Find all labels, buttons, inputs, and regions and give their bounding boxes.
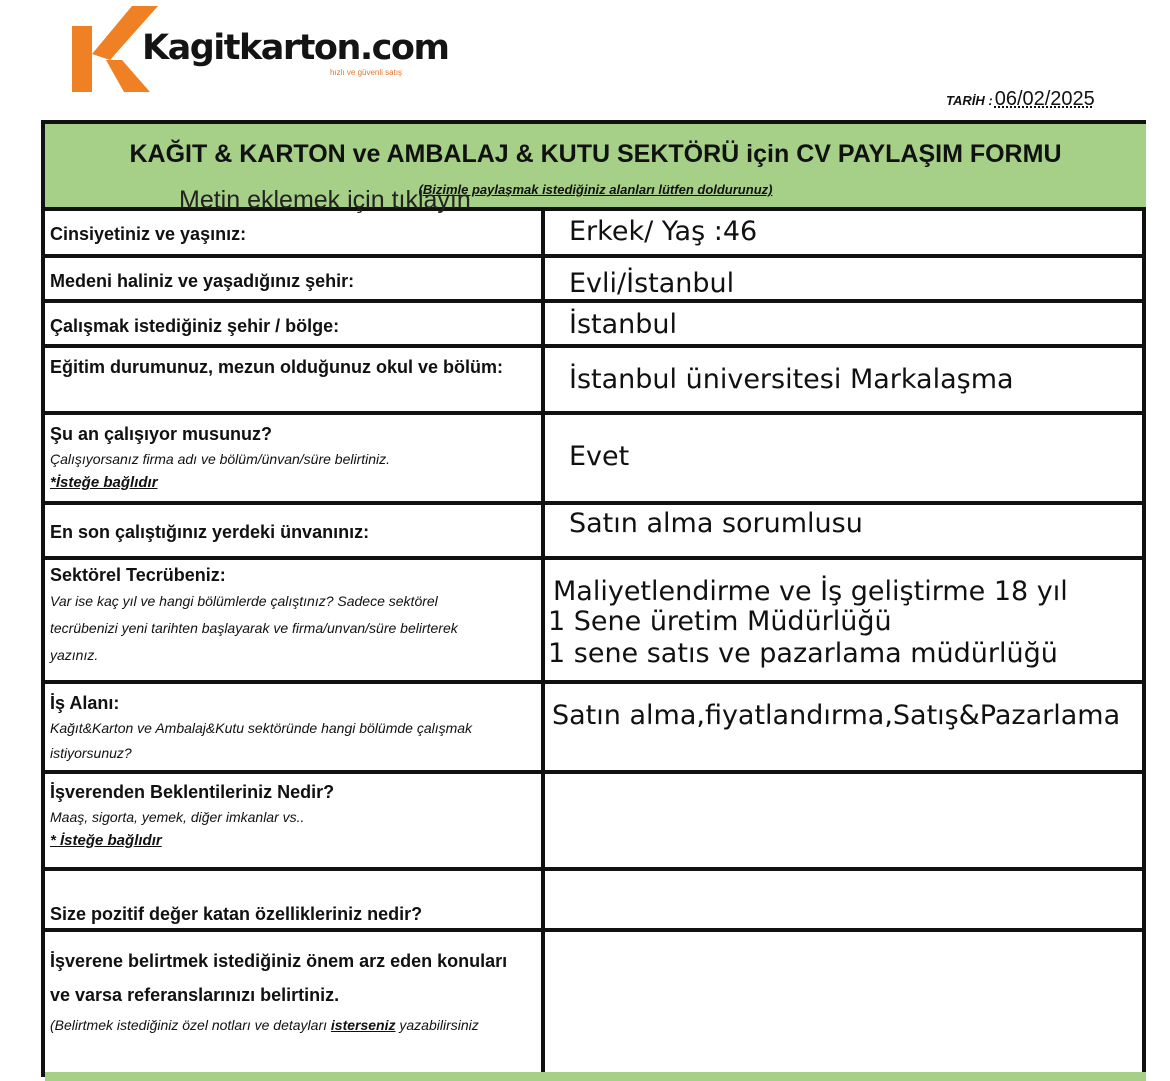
form-row-references	[45, 932, 1146, 1072]
date-label: TARİH :	[946, 93, 993, 108]
question-block	[50, 944, 510, 1038]
form-row-gender-age	[45, 211, 1146, 258]
answer-field[interactable]: İstanbul üniversitesi Markalaşma	[569, 364, 1014, 395]
optional-note: *İsteğe bağlıdır	[50, 474, 158, 491]
question-label: Eğitim durumunuz, mezun olduğunuz okul ve bölüm:	[50, 357, 503, 377]
hint-prefix: (Belirtmek istediğiniz özel notları ve detayları	[50, 1017, 331, 1033]
question-hint: Maaş, sigorta, yemek, diğer imkanlar vs..	[50, 809, 305, 825]
form-row-positive-traits	[45, 871, 1146, 932]
form-row-last-title	[45, 505, 1146, 560]
form-title: KAĞIT & KARTON ve AMBALAJ & KUTU SEKTÖRÜ için CV PAYLAŞIM FORMU	[129, 140, 1062, 168]
question-block	[50, 690, 530, 766]
brand-tagline: hızlı ve güvenli satış	[330, 68, 403, 77]
cv-form	[41, 120, 1146, 1077]
question-label: Cinsiyetiniz ve yaşınız:	[50, 224, 247, 244]
answer-line[interactable]: Maliyetlendirme ve İş geliştirme 18 yıl	[553, 576, 1068, 607]
hint-suffix: yazabilirsiniz	[395, 1017, 479, 1033]
form-row-currently-working	[45, 415, 1146, 505]
hint-link: isterseniz	[330, 1017, 396, 1033]
answer-field[interactable]: Evet	[569, 441, 630, 472]
question-label: Medeni haliniz ve yaşadığınız şehir:	[50, 271, 355, 291]
question-label: Size pozitif değer katan özellikleriniz nedir?	[50, 904, 423, 924]
optional-note: * İsteğe bağlıdır	[50, 832, 162, 849]
question-label: Sektörel Tecrübeniz:	[50, 565, 226, 585]
question-label: Şu an çalışıyor musunuz?	[50, 424, 273, 444]
form-subtitle: (Bizimle paylaşmak istediğiniz alanları lütfen doldurunuz)	[418, 182, 773, 197]
answer-field[interactable]: Satın alma sorumlusu	[569, 508, 863, 539]
brand-logo	[70, 4, 450, 96]
form-header	[45, 124, 1146, 214]
question-block	[50, 779, 530, 852]
answer-line[interactable]: 1 Sene üretim Müdürlüğü	[548, 606, 892, 637]
question-label: İşverene belirtmek istediğiniz önem arz eden konuları ve varsa referanslarınızı belirtiniz.	[50, 951, 508, 1005]
form-row-sector-experience	[45, 560, 1146, 684]
answer-field[interactable]: İstanbul	[569, 309, 678, 340]
form-row-work-area	[45, 684, 1146, 774]
brand-name: Kagitkarton.com	[142, 28, 449, 68]
date-value: 06/02/2025	[994, 88, 1095, 110]
question-hint: Var ise kaç yıl ve hangi bölümlerde çalıştınız? Sadece sektörel tecrübenizi yeni tarihten başlayarak ve firma/unvan/süre belirterek yazınız.	[50, 593, 458, 663]
form-row-education	[45, 348, 1146, 415]
form-row-work-city	[45, 303, 1146, 348]
question-label: İş Alanı:	[50, 693, 120, 713]
form-row-expectations	[45, 774, 1146, 871]
form-row-marital-city	[45, 258, 1146, 303]
answer-field[interactable]: Evli/İstanbul	[569, 268, 735, 299]
answer-line[interactable]: 1 sene satıs ve pazarlama müdürlüğü	[548, 638, 1058, 669]
question-label: İşverenden Beklentileriniz Nedir?	[50, 782, 335, 802]
question-hint: Çalışıyorsanız firma adı ve bölüm/ünvan/süre belirtiniz.	[50, 451, 391, 467]
question-block	[50, 562, 500, 669]
question-label: En son çalıştığınız yerdeki ünvanınız:	[50, 522, 370, 542]
add-text-placeholder[interactable]: Metin eklemek için tıklayın	[179, 186, 471, 214]
date-block	[946, 88, 1095, 111]
answer-field[interactable]: Satın alma,fiyatlandırma,Satış&Pazarlama	[552, 700, 1121, 731]
question-block	[50, 421, 530, 494]
question-label: Çalışmak istediğiniz şehir / bölge:	[50, 316, 340, 336]
answer-field[interactable]: Erkek/ Yaş :46	[569, 216, 758, 247]
question-hint	[50, 1012, 510, 1038]
question-hint: Kağıt&Karton ve Ambalaj&Kutu sektöründe hangi bölümde çalışmak istiyorsunuz?	[50, 720, 473, 761]
